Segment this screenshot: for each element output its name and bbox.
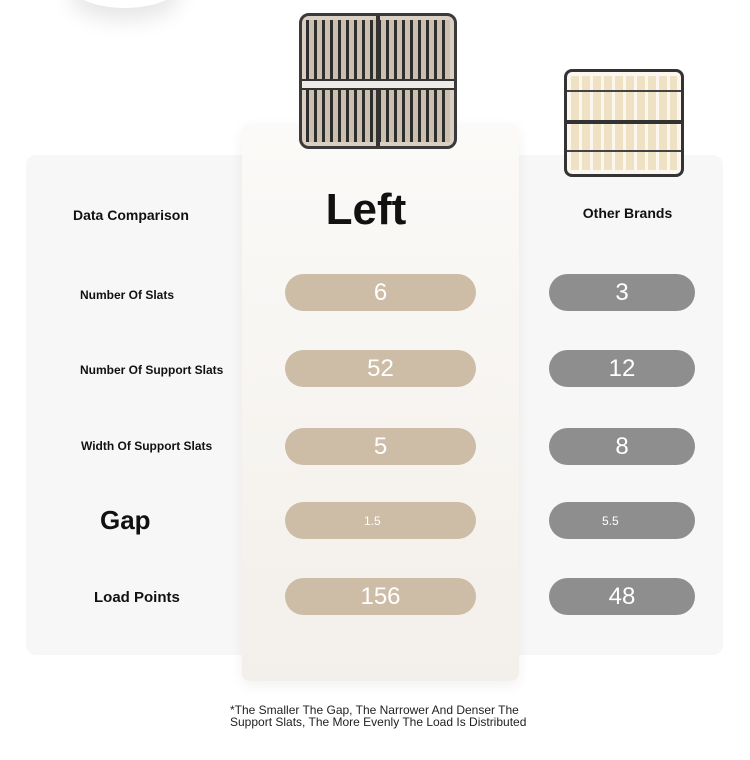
other-brands-heading: Other Brands (582, 205, 673, 221)
row-label-gap: Gap (100, 505, 151, 535)
left-value-gap: 1.5 (285, 502, 476, 539)
footnote: *The Smaller The Gap, The Narrower And Denser The Support Slats, The More Evenly The Load Is Distributed (230, 703, 527, 729)
row-label-load-points: Load Points (94, 589, 180, 606)
left-value-slats: 6 (285, 274, 476, 311)
row-label-support-slats: Number Of Support Slats (80, 363, 224, 377)
comparison-header: Data Comparison (73, 207, 189, 223)
row-label-slats: Number Of Slats (80, 288, 175, 302)
left-brand-heading: Left (325, 185, 407, 234)
decorative-shadow (70, 0, 180, 8)
other-value-slat-width: 8 (549, 428, 695, 465)
other-value-support-slats: 12 (549, 350, 695, 387)
left-value-load-points: 156 (285, 578, 476, 615)
other-bed-frame-image (564, 69, 684, 177)
row-label-slat-width: Width Of Support Slats (81, 439, 213, 453)
other-value-load-points: 48 (549, 578, 695, 615)
left-bed-frame-image (299, 13, 457, 149)
other-value-gap: 5.5 (549, 502, 695, 539)
other-value-slats: 3 (549, 274, 695, 311)
left-value-support-slats: 52 (285, 350, 476, 387)
left-value-slat-width: 5 (285, 428, 476, 465)
